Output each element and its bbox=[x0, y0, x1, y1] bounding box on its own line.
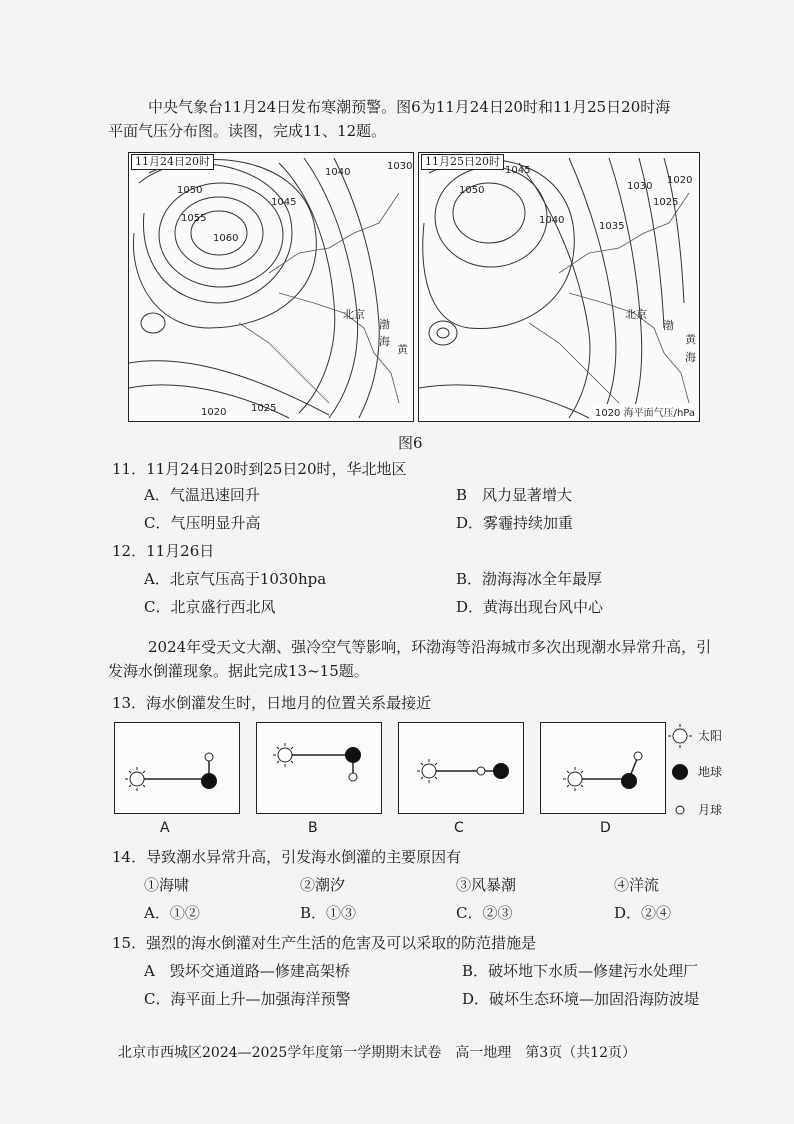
q13-diagram-d[interactable] bbox=[540, 722, 666, 814]
moon-icon bbox=[205, 753, 213, 761]
q13-diagram-b[interactable] bbox=[256, 722, 382, 814]
figure-caption: 图6 bbox=[398, 434, 423, 452]
q13-label-c: C bbox=[454, 820, 464, 836]
pressure-map-nov24-drawing bbox=[129, 153, 413, 421]
place-hai: 海 bbox=[379, 335, 390, 348]
q13-label-b: B bbox=[308, 820, 318, 836]
earth-icon bbox=[621, 773, 637, 789]
place-beijing: 北京 bbox=[625, 308, 647, 321]
pressure-map-nov25 bbox=[418, 152, 700, 422]
q11-option-b[interactable]: B 风力显著增大 bbox=[456, 486, 573, 504]
isobar-label: 1020 bbox=[667, 175, 693, 186]
legend-moon: 月球 bbox=[698, 803, 723, 817]
moon-icon bbox=[634, 752, 642, 760]
map-legend: 1020 海平面气压/hPa bbox=[593, 404, 697, 419]
q11-stem: 11．11月24日20时到25日20时，华北地区 bbox=[112, 460, 407, 478]
isobar-label: 1045 bbox=[505, 165, 531, 176]
q13-stem: 13．海水倒灌发生时，日地月的位置关系最接近 bbox=[112, 694, 432, 712]
earth-icon bbox=[672, 764, 688, 780]
q12-option-c[interactable]: C．北京盛行西北风 bbox=[144, 598, 276, 616]
q13-diagram-a[interactable] bbox=[114, 722, 240, 814]
earth-icon bbox=[201, 773, 217, 789]
place-beijing: 北京 bbox=[343, 308, 365, 321]
q14-option-b[interactable]: B．①③ bbox=[300, 904, 357, 922]
sun-icon bbox=[668, 724, 692, 748]
moon-icon bbox=[676, 806, 684, 814]
place-bo: 渤 bbox=[379, 318, 390, 331]
place-bo: 渤 bbox=[663, 319, 674, 332]
place-huang: 黄 bbox=[685, 333, 696, 346]
isobar-label: 1060 bbox=[213, 233, 239, 244]
isobar-label: 1040 bbox=[325, 167, 351, 178]
q14-item-1: ①海啸 bbox=[144, 876, 190, 894]
isobar-label: 1050 bbox=[177, 185, 203, 196]
q14-option-a[interactable]: A．①② bbox=[144, 904, 200, 922]
page-footer: 北京市西城区2024—2025学年度第一学期期末试卷 高一地理 第3页（共12页） bbox=[118, 1045, 636, 1061]
q13-label-d: D bbox=[600, 820, 611, 836]
q13-legend bbox=[668, 722, 728, 832]
map-time-tag: 11月24日20时 bbox=[131, 154, 214, 170]
intro-line-1: 中央气象台11月24日发布寒潮预警。图6为11月24日20时和11月25日20时海 bbox=[148, 98, 671, 116]
pressure-map-nov24 bbox=[128, 152, 414, 422]
q15-option-c[interactable]: C．海平面上升—加强海洋预警 bbox=[144, 990, 351, 1008]
pressure-map-nov25-drawing bbox=[419, 153, 699, 421]
place-huang: 黄 bbox=[397, 343, 408, 356]
q14-item-2: ②潮汐 bbox=[300, 876, 346, 894]
q14-item-3: ③风暴潮 bbox=[456, 876, 517, 894]
q15-option-b[interactable]: B．破坏地下水质—修建污水处理厂 bbox=[462, 962, 699, 980]
q13-label-a: A bbox=[160, 820, 170, 836]
isobar-label: 1050 bbox=[459, 185, 485, 196]
isobar-label: 1040 bbox=[539, 215, 565, 226]
q11-option-c[interactable]: C．气压明显升高 bbox=[144, 514, 261, 532]
isobar-label: 1025 bbox=[653, 197, 679, 208]
q13-diagram-c[interactable] bbox=[398, 722, 524, 814]
intro-line-2: 平面气压分布图。读图，完成11、12题。 bbox=[108, 122, 387, 140]
legend-sun: 太阳 bbox=[698, 729, 723, 743]
isobar-label: 1030 bbox=[387, 161, 413, 172]
isobar-label: 1030 bbox=[627, 181, 653, 192]
earth-icon bbox=[493, 763, 509, 779]
q14-item-4: ④洋流 bbox=[614, 876, 660, 894]
q11-option-a[interactable]: A．气温迅速回升 bbox=[144, 486, 260, 504]
q15-option-d[interactable]: D．破坏生态环境—加固沿海防波堤 bbox=[462, 990, 700, 1008]
q12-option-a[interactable]: A．北京气压高于1030hpa bbox=[144, 570, 327, 588]
isobar-label: 1045 bbox=[271, 197, 297, 208]
q14-option-d[interactable]: D．②④ bbox=[614, 904, 672, 922]
isobar-label: 1055 bbox=[181, 213, 207, 224]
isobar-label: 1020 bbox=[201, 407, 227, 418]
moon-icon bbox=[477, 767, 485, 775]
intro2-line-1: 2024年受天文大潮、强冷空气等影响，环渤海等沿海城市多次出现潮水异常升高，引 bbox=[148, 638, 712, 656]
isobar-label: 1035 bbox=[599, 221, 625, 232]
q14-stem: 14．导致潮水异常升高，引发海水倒灌的主要原因有 bbox=[112, 848, 462, 866]
q12-option-d[interactable]: D．黄海出现台风中心 bbox=[456, 598, 604, 616]
legend-earth: 地球 bbox=[698, 765, 723, 779]
moon-icon bbox=[349, 773, 357, 781]
place-hai: 海 bbox=[685, 351, 696, 364]
q11-option-d[interactable]: D．雾霾持续加重 bbox=[456, 514, 574, 532]
isobar-label: 1025 bbox=[251, 403, 277, 414]
map-time-tag: 11月25日20时 bbox=[421, 154, 504, 170]
q12-option-b[interactable]: B．渤海海冰全年最厚 bbox=[456, 570, 603, 588]
q15-stem: 15．强烈的海水倒灌对生产生活的危害及可以采取的防范措施是 bbox=[112, 934, 537, 952]
q12-stem: 12．11月26日 bbox=[112, 542, 215, 560]
q14-option-c[interactable]: C．②③ bbox=[456, 904, 513, 922]
intro2-line-2: 发海水倒灌现象。据此完成13~15题。 bbox=[108, 662, 369, 680]
earth-icon bbox=[345, 747, 361, 763]
q15-option-a[interactable]: A 毁坏交通道路—修建高架桥 bbox=[144, 962, 350, 980]
